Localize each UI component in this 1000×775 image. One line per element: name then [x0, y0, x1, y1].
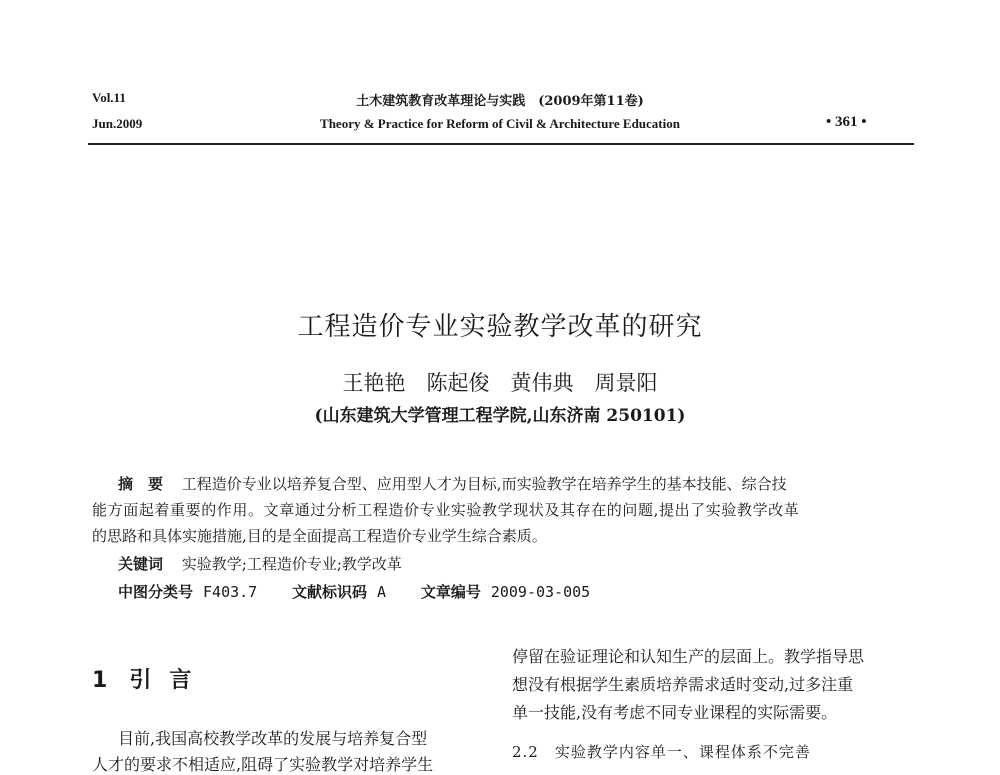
article-number-value: 2009-03-005: [490, 583, 591, 601]
right-column-line-3: 单一技能,没有考虑不同专业课程的实际需要。: [512, 703, 838, 722]
keywords-line: [118, 553, 402, 574]
abstract-text-1: 工程造价专业以培养复合型、应用型人才为目标,而实验教学在培养学生的基本技能、综合技: [181, 475, 787, 493]
section-number: 1: [92, 668, 108, 693]
clc-label: 中图分类号: [118, 583, 194, 601]
right-column-line-2: 想没有根据学生素质培养需求适时变动,过多注重: [512, 675, 854, 694]
author-list: 王艳艳 陈起俊 黄伟典 周景阳: [342, 371, 658, 395]
section-heading: [92, 663, 209, 694]
keywords-value: 实验教学;工程造价专业;教学改革: [181, 555, 402, 573]
journal-title-cn: 土木建筑教育改革理论与实践 (2009年第11卷): [356, 94, 644, 109]
abstract-label: 摘 要: [118, 475, 164, 493]
right-column-line-1: 停留在验证理论和认知生产的层面上。教学指导思: [512, 647, 865, 666]
article-number-label: 文章编号: [420, 583, 481, 601]
abstract-line-3: 的思路和具体实施措施,目的是全面提高工程造价专业学生综合素质。: [92, 527, 547, 545]
journal-title-en: Theory & Practice for Reform of Civil & Architecture Education: [320, 116, 680, 131]
doc-code-label: 文献标识码: [291, 583, 367, 601]
abstract-line-1: [118, 473, 787, 494]
section-title: 引言: [129, 668, 210, 693]
header-rule: [88, 143, 914, 145]
author-affiliation: (山东建筑大学管理工程学院,山东济南 250101): [314, 406, 686, 426]
page-number: • 361 •: [826, 114, 867, 130]
keywords-label: 关键词: [118, 555, 164, 573]
volume-number: Vol.11: [92, 90, 126, 105]
left-column-line-1: 目前,我国高校教学改革的发展与培养复合型: [118, 729, 428, 748]
abstract-line-2: 能方面起着重要的作用。文章通过分析工程造价专业实验教学现状及其存在的问题,提出了实验教学改革: [92, 501, 800, 519]
classification-line: [118, 581, 620, 602]
clc-value: F403.7: [203, 583, 258, 601]
subsection-heading: 2.2 实验教学内容单一、课程体系不完善: [512, 743, 811, 761]
doc-code-value: A: [377, 583, 387, 601]
paper-title: 工程造价专业实验教学改革的研究: [297, 312, 703, 342]
left-column-line-2: 人才的要求不相适应,阻碍了实验教学对培养学生: [92, 755, 434, 774]
issue-date: Jun.2009: [92, 116, 143, 131]
